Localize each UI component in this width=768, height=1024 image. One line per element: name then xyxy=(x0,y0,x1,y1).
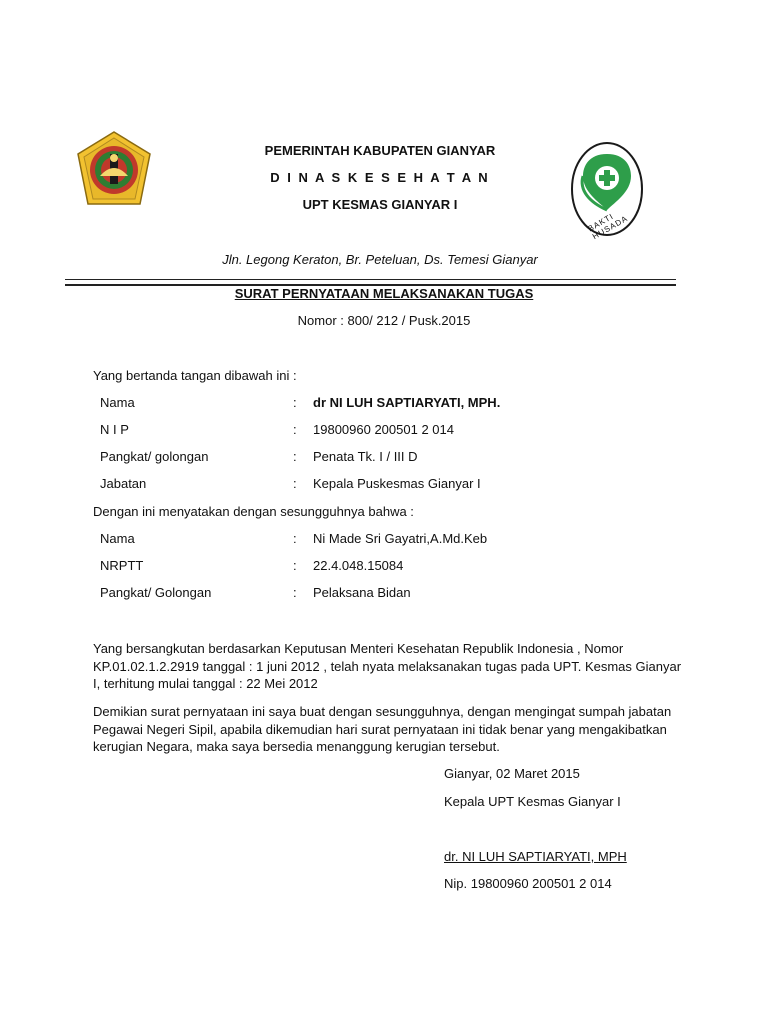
paragraph-line: KP.01.02.1.2.2919 tanggal : 1 juni 2012 , telah nyata melaksanakan tugas pada UPT. Kesmas Gianyar xyxy=(93,658,682,674)
paragraph-line: kerugian Negara, maka saya bersedia menanggung kerugian tersebut. xyxy=(93,739,500,754)
letter-title: SURAT PERNYATAAN MELAKSANAKAN TUGAS xyxy=(234,286,534,301)
paragraph-line: I, terhitung mulai tanggal : 22 Mei 2012 xyxy=(93,676,318,691)
field-value: Pelaksana Bidan xyxy=(313,585,411,600)
dept-title: D I N A S K E S E H A T A N xyxy=(270,170,490,185)
signer-position: Kepala UPT Kesmas Gianyar I xyxy=(444,794,621,809)
signer-nip: Nip. 19800960 200501 2 014 xyxy=(444,876,612,891)
paragraph-decree xyxy=(93,640,683,693)
header-rule-top xyxy=(65,279,676,280)
paragraph-line: Yang bersangkutan berdasarkan Keputusan Menteri Kesehatan Republik Indonesia , Nomor xyxy=(93,641,624,656)
field-value: Ni Made Sri Gayatri,A.Md.Keb xyxy=(313,531,488,546)
field-value: 19800960 200501 2 014 xyxy=(313,422,454,437)
field-colon: : xyxy=(293,422,297,437)
field-value: 22.4.048.15084 xyxy=(313,558,404,573)
intro-text: Yang bertanda tangan dibawah ini : xyxy=(93,368,297,383)
field-label: Pangkat/ Golongan xyxy=(100,585,212,600)
signer-nip-row xyxy=(0,422,768,440)
field-colon: : xyxy=(293,558,297,573)
subject-name-row xyxy=(0,531,768,549)
signer-name-row xyxy=(0,395,768,413)
field-value: Penata Tk. I / III D xyxy=(313,449,418,464)
paragraph-line: Demikian surat pernyataan ini saya buat dengan sesungguhnya, dengan mengingat sumpah jabatan xyxy=(93,704,672,719)
field-colon: : xyxy=(293,531,297,546)
field-colon: : xyxy=(293,395,297,410)
unit-title: UPT KESMAS GIANYAR I xyxy=(302,197,458,212)
bakti-husada-text: BAKTI HUSADA xyxy=(586,211,630,242)
field-colon: : xyxy=(293,449,297,464)
signer-name: dr. NI LUH SAPTIARYATI, MPH xyxy=(444,849,627,864)
field-label: N I P xyxy=(100,422,129,437)
field-value: Kepala Puskesmas Gianyar I xyxy=(313,476,481,491)
field-value: dr NI LUH SAPTIARYATI, MPH. xyxy=(313,395,501,410)
address: Jln. Legong Keraton, Br. Peteluan, Ds. Temesi Gianyar xyxy=(222,252,538,267)
gov-title: PEMERINTAH KABUPATEN GIANYAR xyxy=(264,143,496,158)
field-label: NRPTT xyxy=(100,558,144,573)
signer-position-row xyxy=(0,476,768,494)
letter-number: Nomor : 800/ 212 / Pusk.2015 xyxy=(297,313,471,328)
signer-rank-row xyxy=(0,449,768,467)
declaration-text: Dengan ini menyatakan dengan sesungguhnya bahwa : xyxy=(93,504,414,519)
field-colon: : xyxy=(293,585,297,600)
field-label: Nama xyxy=(100,531,135,546)
place-date: Gianyar, 02 Maret 2015 xyxy=(444,766,580,781)
paragraph-closing xyxy=(93,703,683,756)
subject-nrptt-row xyxy=(0,558,768,576)
field-label: Pangkat/ golongan xyxy=(100,449,209,464)
field-label: Jabatan xyxy=(100,476,147,491)
field-colon: : xyxy=(293,476,297,491)
field-label: Nama xyxy=(100,395,135,410)
paragraph-line: Pegawai Negeri Sipil, apabila dikemudian hari surat pernyataan ini tidak benar yang mengakibatkan xyxy=(93,721,667,737)
subject-rank-row xyxy=(0,585,768,603)
